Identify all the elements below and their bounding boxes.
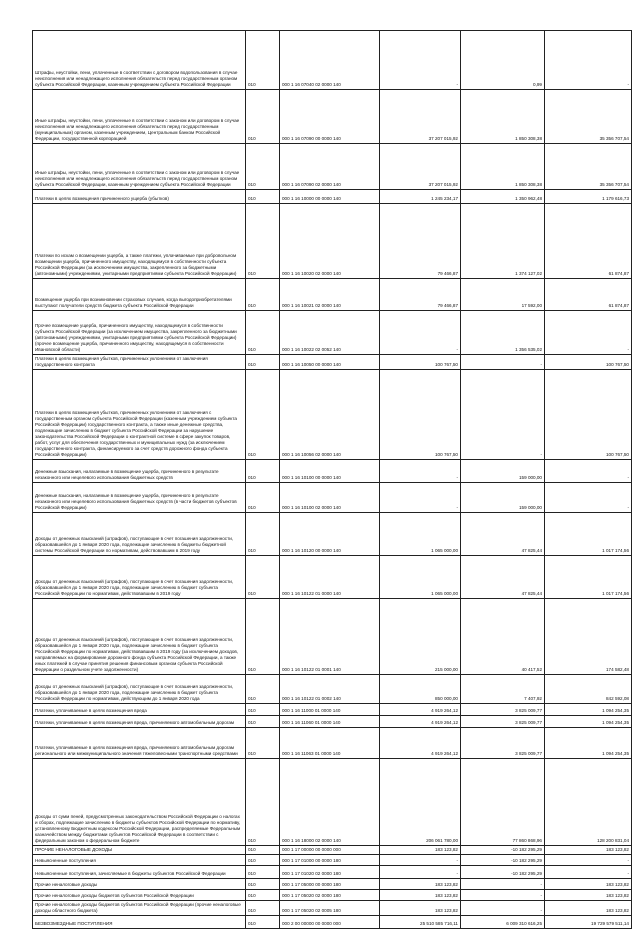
row-executed: - (461, 900, 545, 915)
table-row (33, 727, 632, 758)
table-row (33, 482, 632, 512)
row-approved: 206 061 780,00 (380, 758, 461, 845)
row-executed: - (461, 889, 545, 900)
row-approved: 850 000,00 (380, 674, 461, 703)
row-name: Доходы от денежных взысканий (штрафов), поступающие в счет погашения задолженности, образовавшейся до 1 января 2020 года, подлежащие зачислению в бюджеты бюджетной системы Российской Федерации по нормативам, действовавшим в 2019 году (33, 512, 246, 555)
row-approved: 183 123,82 (380, 845, 461, 854)
table-row (33, 865, 632, 878)
row-budget-code: 000 1 16 10120 00 0000 140 (280, 512, 380, 555)
table-row (33, 915, 632, 928)
row-executed: 1 850 308,38 (461, 90, 545, 144)
table-row (33, 878, 632, 889)
row-unexecuted: 1 094 254,35 (545, 715, 632, 727)
row-budget-code: 000 1 16 11060 01 0000 140 (280, 715, 380, 727)
row-approved: - (380, 459, 461, 482)
row-executed: 40 417,52 (461, 598, 545, 674)
row-approved: 79 466,87 (380, 279, 461, 311)
row-name: Невыясненные поступления (33, 854, 246, 865)
table-row (33, 369, 632, 459)
row-executed: 3 825 009,77 (461, 727, 545, 758)
row-approved: 1 065 000,00 (380, 555, 461, 598)
row-unexecuted: - (545, 482, 632, 512)
row-name: Доходы от денежных взысканий (штрафов), поступающие в счет погашения задолженности, образовавшейся до 1 января 2020 года, подлежащие зачислению в бюджет субъекта Российской Федерации по нормативам, действовавшим в 2019 году (за исключением доходов, направляемых на формирование дорожного фонда субъекта Российской Федерации, а также иных платежей в случае принятия решения финансовым органом субъекта Российской Федерации о раздельном учете задолженности) (33, 598, 246, 674)
row-executed: 7 407,92 (461, 674, 545, 703)
row-line-code: 010 (246, 31, 280, 90)
budget-execution-table (32, 30, 632, 929)
row-unexecuted: 183 123,82 (545, 889, 632, 900)
row-name: Иные штрафы, неустойки, пени, уплаченные в соответствии с законом или договором в случае неисполнения или ненадлежащего исполнения обязательств перед государственным органом субъекта Российской Федерации, казенным учреждением субъекта Российской Федерации (33, 144, 246, 190)
row-name: БЕЗВОЗМЕЗДНЫЕ ПОСТУПЛЕНИЯ (33, 915, 246, 928)
row-name: Доходы от сумм пеней, предусмотренных законодательством Российской Федерации о налогах и сборах, подлежащие зачислению в бюджеты субъектов Российской Федерации по нормативу, установленному Бюджетным кодексом Российской Федерации, распределяемые Федеральным казначейством между бюджетами субъектов Российской Федерации в соответствии с федеральным законом о федеральном бюджете (33, 758, 246, 845)
row-line-code: 010 (246, 459, 280, 482)
row-unexecuted: - (545, 31, 632, 90)
row-name: Прочие неналоговые доходы бюджетов субъектов Российской Федерации (прочие неналоговые доходы областного бюджета) (33, 900, 246, 915)
row-unexecuted: 1 017 174,56 (545, 555, 632, 598)
row-unexecuted: 1 179 616,73 (545, 190, 632, 204)
row-executed: -10 182 295,29 (461, 865, 545, 878)
row-line-code: 010 (246, 598, 280, 674)
table-row (33, 703, 632, 715)
row-line-code: 010 (246, 144, 280, 190)
row-line-code: 010 (246, 90, 280, 144)
row-executed: 1 374 127,02 (461, 204, 545, 279)
row-unexecuted: 100 767,50 (545, 355, 632, 370)
row-approved: - (380, 854, 461, 865)
row-name: Платежи в целях возмещения убытков, причиненных уклонением от заключения с государственным органом субъекта Российской Федерации (казенным учреждением субъекта Российской Федерации) государственного контракта, а также иные денежные средства, подлежащие зачислению в бюджет субъекта Российской Федерации за нарушение законодательства Российской Федерации о контрактной системе в сфере закупок товаров, работ, услуг для обеспечения государственных и муниципальных нужд (за исключением государственного контракта, финансируемого за счет средств дорожного фонда субъекта Российской Федерации) (33, 369, 246, 459)
row-name: Доходы от денежных взысканий (штрафов), поступающие в счет погашения задолженности, образовавшейся до 1 января 2020 года, подлежащие зачислению в бюджет субъекта Российской Федерации по нормативам, действующим до 1 января 2020 года (33, 674, 246, 703)
row-name: Платежи в целях возмещения убытков, причиненных уклонением от заключения государственного контракта (33, 355, 246, 370)
row-line-code: 010 (246, 854, 280, 865)
row-unexecuted: - (545, 311, 632, 355)
row-line-code: 010 (246, 204, 280, 279)
table-row (33, 459, 632, 482)
row-approved: 79 466,87 (380, 204, 461, 279)
row-approved: 37 207 015,92 (380, 90, 461, 144)
table-row (33, 311, 632, 355)
row-unexecuted: 61 874,87 (545, 204, 632, 279)
row-name: Платежи по искам о возмещении ущерба, а также платежи, уплачиваемые при добровольном возмещении ущерба, причиненного имуществу, находящемуся в собственности субъекта Российской Федерации (за исключением имущества, закрепленного за бюджетными (автономными) учреждениями, унитарными предприятиями субъекта Российской Федерации) (33, 204, 246, 279)
row-budget-code: 000 1 16 11063 01 0000 140 (280, 727, 380, 758)
table-row (33, 279, 632, 311)
row-budget-code: 000 1 16 10122 01 0002 140 (280, 674, 380, 703)
table-row (33, 355, 632, 370)
row-unexecuted: 842 592,08 (545, 674, 632, 703)
row-approved: 1 065 000,00 (380, 512, 461, 555)
row-budget-code: 000 1 17 01000 00 0000 180 (280, 854, 380, 865)
row-approved: 183 123,82 (380, 878, 461, 889)
row-budget-code: 000 1 16 18000 02 0000 140 (280, 758, 380, 845)
row-budget-code: 000 1 16 10056 02 0000 140 (280, 369, 380, 459)
row-line-code: 010 (246, 512, 280, 555)
table-body (33, 31, 632, 929)
row-budget-code: 000 1 16 07090 02 0000 140 (280, 144, 380, 190)
row-budget-code: 000 1 16 10122 01 0000 140 (280, 555, 380, 598)
row-name: Прочие неналоговые доходы (33, 878, 246, 889)
row-budget-code: 000 1 16 07090 00 0000 140 (280, 90, 380, 144)
row-line-code: 010 (246, 878, 280, 889)
row-unexecuted: 19 729 579 511,14 (545, 915, 632, 928)
table-row (33, 31, 632, 90)
row-name: Штрафы, неустойки, пени, уплаченные в соответствии с договором водопользования в случае неисполнения или ненадлежащего исполнения обязательств перед государственным органом субъекта Российской Федерации, казенным учреждением субъекта Российской Федерации (33, 31, 246, 90)
row-executed: 3 825 009,77 (461, 715, 545, 727)
row-name: ПРОЧИЕ НЕНАЛОГОВЫЕ ДОХОДЫ (33, 845, 246, 854)
row-line-code: 010 (246, 865, 280, 878)
row-executed: - (461, 355, 545, 370)
row-unexecuted: 1 017 174,56 (545, 512, 632, 555)
row-unexecuted: 1 094 254,35 (545, 703, 632, 715)
row-line-code: 010 (246, 889, 280, 900)
row-unexecuted: 183 123,82 (545, 900, 632, 915)
table-row (33, 715, 632, 727)
row-unexecuted: 1 094 254,35 (545, 727, 632, 758)
row-budget-code: 000 1 17 05020 02 0000 180 (280, 889, 380, 900)
row-unexecuted: 100 767,50 (545, 369, 632, 459)
row-budget-code: 000 2 00 00000 00 0000 000 (280, 915, 380, 928)
row-unexecuted: 35 356 707,54 (545, 90, 632, 144)
row-line-code: 010 (246, 715, 280, 727)
row-approved: - (380, 311, 461, 355)
row-approved: - (380, 865, 461, 878)
row-unexecuted: - (545, 459, 632, 482)
table-row (33, 204, 632, 279)
row-approved: 100 767,50 (380, 369, 461, 459)
row-line-code: 010 (246, 190, 280, 204)
row-line-code: 010 (246, 845, 280, 854)
row-unexecuted: 183 123,82 (545, 878, 632, 889)
row-approved: 183 123,82 (380, 900, 461, 915)
row-unexecuted: 183 123,82 (545, 845, 632, 854)
row-unexecuted: 61 874,87 (545, 279, 632, 311)
row-executed: 47 825,44 (461, 555, 545, 598)
row-executed: 3 825 009,77 (461, 703, 545, 715)
row-line-code: 010 (246, 369, 280, 459)
row-approved: 37 207 015,92 (380, 144, 461, 190)
table-row (33, 900, 632, 915)
row-line-code: 010 (246, 355, 280, 370)
row-name: Денежные взыскания, налагаемые в возмещение ущерба, причиненного в результате незаконного или нецелевого использования бюджетных средств (33, 459, 246, 482)
table-row (33, 598, 632, 674)
table-row (33, 512, 632, 555)
row-executed: - (461, 369, 545, 459)
row-approved: 1 245 234,17 (380, 190, 461, 204)
row-executed: 6 009 310 616,25 (461, 915, 545, 928)
row-approved: - (380, 31, 461, 90)
row-name: Иные штрафы, неустойки, пени, уплаченные в соответствии с законом или договором в случае неисполнения или ненадлежащего исполнения обязательств перед государственным (муниципальным) органом, казенным учреждением, Центральным банком Российской Федерации, государственной корпорацией (33, 90, 246, 144)
table-row (33, 758, 632, 845)
table-row (33, 190, 632, 204)
table-row (33, 845, 632, 854)
row-budget-code: 000 1 16 07040 02 0000 140 (280, 31, 380, 90)
row-executed: -10 182 295,29 (461, 854, 545, 865)
row-approved: 25 510 585 716,11 (380, 915, 461, 928)
row-budget-code: 000 1 17 05000 00 0000 180 (280, 878, 380, 889)
row-budget-code: 000 1 16 10100 00 0000 140 (280, 459, 380, 482)
row-executed: 47 825,44 (461, 512, 545, 555)
row-executed: 159 000,00 (461, 482, 545, 512)
row-budget-code: 000 1 16 10050 00 0000 140 (280, 355, 380, 370)
row-name: Доходы от денежных взысканий (штрафов), поступающие в счет погашения задолженности, образовавшейся до 1 января 2020 года, подлежащие зачислению в бюджет субъекта Российской Федерации по нормативам, действовавшим в 2019 году (33, 555, 246, 598)
row-budget-code: 000 1 17 01020 02 0000 180 (280, 865, 380, 878)
row-unexecuted: 128 200 831,04 (545, 758, 632, 845)
row-approved: 100 767,50 (380, 355, 461, 370)
row-budget-code: 000 1 16 10021 02 0000 140 (280, 279, 380, 311)
row-line-code: 010 (246, 311, 280, 355)
row-budget-code: 000 1 16 10122 01 0001 140 (280, 598, 380, 674)
table-row (33, 555, 632, 598)
table-row (33, 674, 632, 703)
row-executed: 1 850 308,38 (461, 144, 545, 190)
row-executed: 77 860 868,96 (461, 758, 545, 845)
row-line-code: 010 (246, 758, 280, 845)
row-unexecuted: - (545, 865, 632, 878)
row-name: Невыясненные поступления, зачисляемые в бюджеты субъектов Российской Федерации (33, 865, 246, 878)
row-line-code: 010 (246, 674, 280, 703)
row-name: Прочие неналоговые доходы бюджетов субъектов Российской Федерации (33, 889, 246, 900)
row-approved: 4 919 264,12 (380, 715, 461, 727)
row-executed: 17 592,00 (461, 279, 545, 311)
row-approved: - (380, 482, 461, 512)
row-line-code: 010 (246, 915, 280, 928)
row-name: Платежи в целях возмещения причиненного ущерба (убытков) (33, 190, 246, 204)
row-budget-code: 000 1 16 10000 00 0000 140 (280, 190, 380, 204)
row-executed: -10 182 295,29 (461, 845, 545, 854)
row-name: Платежи, уплачиваемые в целях возмещения вреда (33, 703, 246, 715)
row-approved: 4 919 264,12 (380, 727, 461, 758)
row-name: Денежные взыскания, налагаемые в возмещение ущерба, причиненного в результате незаконного или нецелевого использования бюджетных средств (в части бюджетов субъектов Российской Федерации) (33, 482, 246, 512)
table-row (33, 889, 632, 900)
row-line-code: 010 (246, 727, 280, 758)
row-budget-code: 000 1 16 11000 01 0000 140 (280, 703, 380, 715)
table-row (33, 144, 632, 190)
row-line-code: 010 (246, 900, 280, 915)
row-unexecuted: - (545, 854, 632, 865)
row-name: Платежи, уплачиваемые в целях возмещения вреда, причиняемого автомобильным дорогам регионального или межмуниципального значения тяжеловесными транспортными средствами (33, 727, 246, 758)
row-executed: 1 350 962,48 (461, 190, 545, 204)
row-line-code: 010 (246, 555, 280, 598)
row-approved: 183 123,82 (380, 889, 461, 900)
row-unexecuted: 35 356 707,54 (545, 144, 632, 190)
row-approved: 4 919 264,12 (380, 703, 461, 715)
row-name: Платежи, уплачиваемые в целях возмещения вреда, причиняемого автомобильным дорогам (33, 715, 246, 727)
row-name: Прочее возмещение ущерба, причиненного имуществу, находящемуся в собственности субъекта Российской Федерации (за исключением имущества, закрепленного за бюджетными (автономными) учреждениями, унитарными предприятиями субъекта Российской Федерации) (прочее возмещение ущерба, причиненного имуществу, находящемуся в собственности Ивановской области) (33, 311, 246, 355)
row-executed: 1 356 535,02 (461, 311, 545, 355)
table-row (33, 90, 632, 144)
row-budget-code: 000 1 16 10022 02 0052 140 (280, 311, 380, 355)
table-row (33, 854, 632, 865)
row-executed: - (461, 878, 545, 889)
row-unexecuted: 174 582,48 (545, 598, 632, 674)
row-budget-code: 000 1 17 05020 02 0005 180 (280, 900, 380, 915)
row-line-code: 010 (246, 279, 280, 311)
row-line-code: 010 (246, 703, 280, 715)
row-budget-code: 000 1 17 00000 00 0000 000 (280, 845, 380, 854)
row-budget-code: 000 1 16 10100 02 0000 140 (280, 482, 380, 512)
row-approved: 215 000,00 (380, 598, 461, 674)
row-executed: 159 000,00 (461, 459, 545, 482)
row-name: Возмещение ущерба при возникновении страховых случаев, когда выгодоприобретателями выступают получатели средств бюджета субъекта Российской Федерации (33, 279, 246, 311)
row-budget-code: 000 1 16 10020 02 0000 140 (280, 204, 380, 279)
row-line-code: 010 (246, 482, 280, 512)
row-executed: 0,99 (461, 31, 545, 90)
